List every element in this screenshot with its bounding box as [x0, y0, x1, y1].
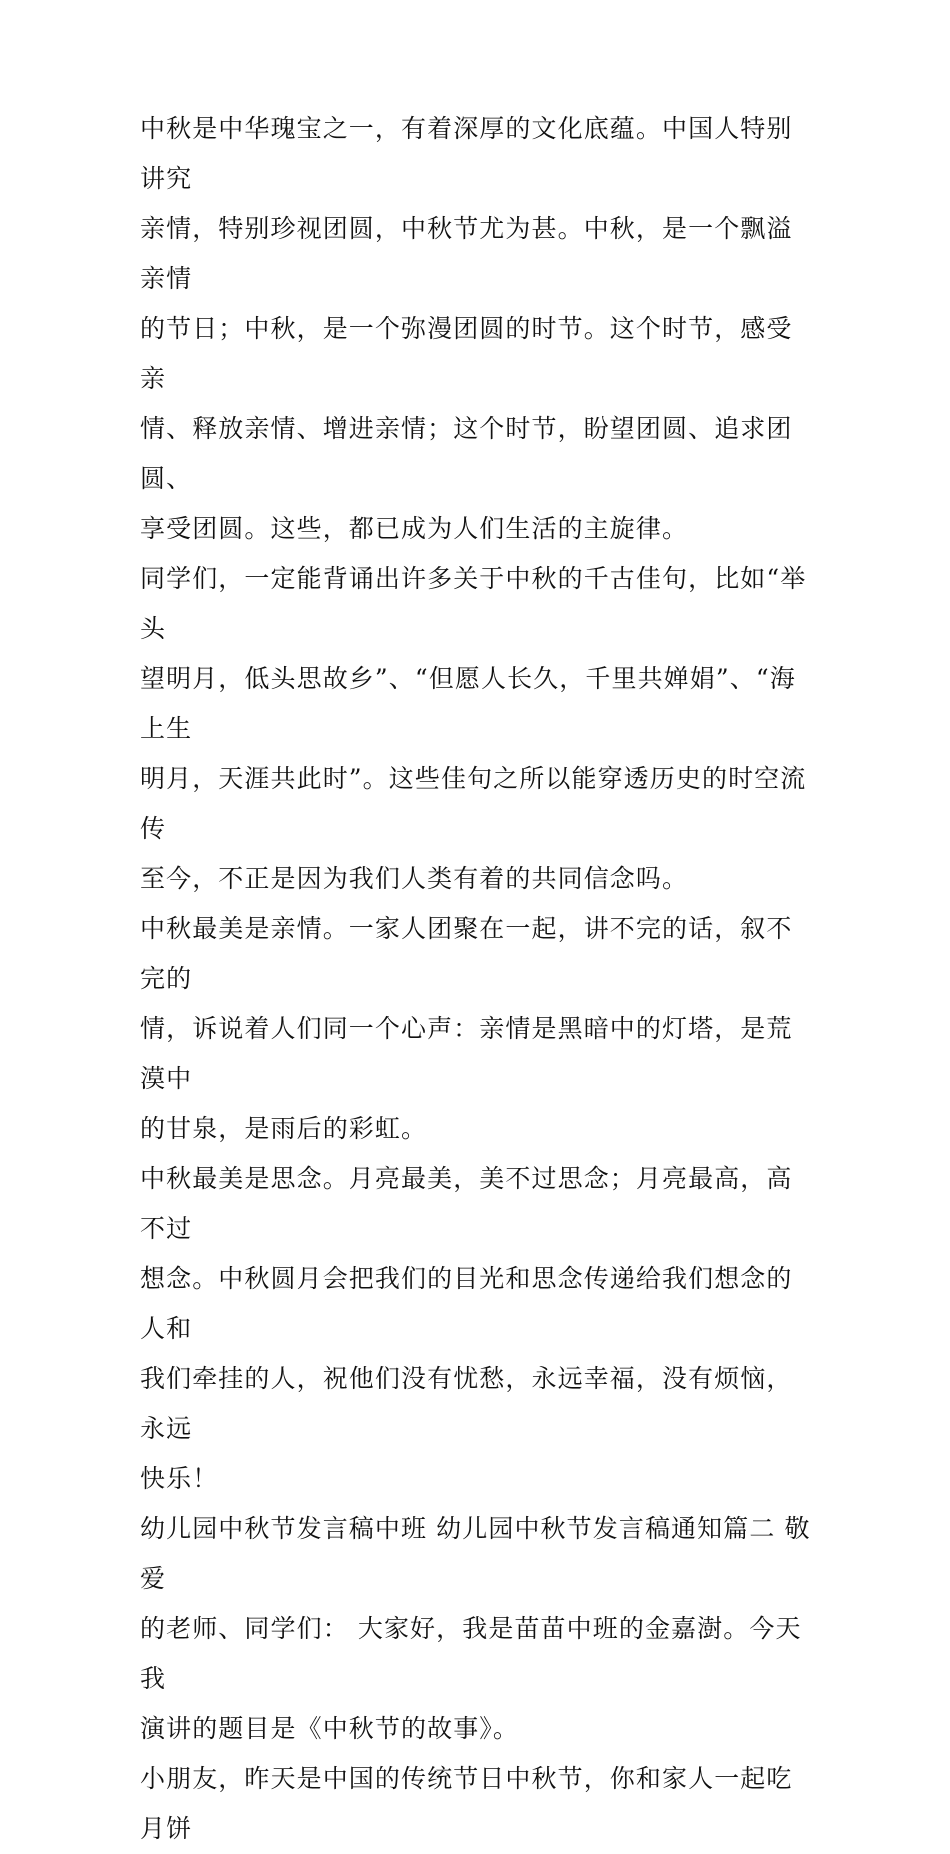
text-line: 想念。中秋圆月会把我们的目光和思念传递给我们想念的人和	[140, 1264, 793, 1343]
paragraph-1	[140, 104, 815, 554]
text-line: 演讲的题目是《中秋节的故事》。	[140, 1714, 520, 1743]
text-line: 的节日；中秋，是一个弥漫团圆的时节。这个时节，感受亲	[140, 314, 793, 393]
text-line: 亲情，特别珍视团圆，中秋节尤为甚。中秋，是一个飘溢亲情	[140, 214, 793, 293]
text-line: 同学们，一定能背诵出许多关于中秋的千古佳句，比如“举头	[140, 564, 807, 643]
text-line: 情、释放亲情、增进亲情；这个时节，盼望团圆、追求团圆、	[140, 414, 793, 493]
paragraph-5	[140, 1504, 815, 1754]
text-line: 幼儿园中秋节发言稿中班 幼儿园中秋节发言稿通知篇二 敬爱	[140, 1514, 811, 1593]
text-line: 明月，天涯共此时”。这些佳句之所以能穿透历史的时空流传	[140, 764, 807, 843]
text-line: 我们牵挂的人，祝他们没有忧愁，永远幸福，没有烦恼，永远	[140, 1364, 793, 1443]
text-line: 至今，不正是因为我们人类有着的共同信念吗。	[140, 864, 689, 893]
text-line: 快乐！	[140, 1464, 219, 1493]
paragraph-3	[140, 904, 815, 1154]
paragraph-6	[140, 1754, 815, 1854]
text-line: 望明月，低头思故乡”、“但愿人长久，千里共婵娟”、“海上生	[140, 664, 796, 743]
text-line: 的老师、同学们： 大家好，我是苗苗中班的金嘉澍。今天我	[140, 1614, 802, 1693]
text-line: 中秋最美是思念。月亮最美，美不过思念；月亮最高，高不过	[140, 1164, 793, 1243]
text-line: 中秋是中华瑰宝之一，有着深厚的文化底蕴。中国人特别讲究	[140, 114, 793, 193]
paragraph-4	[140, 1154, 815, 1504]
text-line: 的甘泉，是雨后的彩虹。	[140, 1114, 428, 1143]
text-line: 中秋最美是亲情。一家人团聚在一起，讲不完的话，叙不完的	[140, 914, 793, 993]
text-line: 享受团圆。这些，都已成为人们生活的主旋律。	[140, 514, 689, 543]
text-line: 小朋友，昨天是中国的传统节日中秋节，你和家人一起吃月饼	[140, 1764, 793, 1843]
text-line: 情，诉说着人们同一个心声：亲情是黑暗中的灯塔，是荒漠中	[140, 1014, 793, 1093]
paragraph-2	[140, 554, 815, 904]
document-body	[140, 104, 815, 1854]
